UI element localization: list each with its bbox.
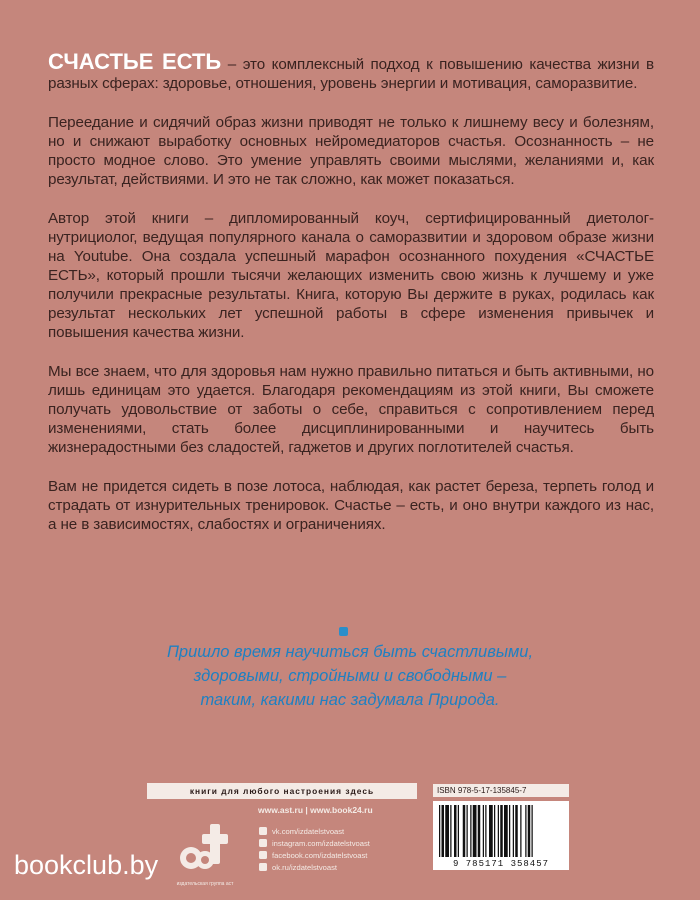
instagram-icon <box>259 839 267 847</box>
quote-line-2: здоровыми, стройными и свободными – <box>193 667 507 685</box>
isbn-label: ISBN 978-5-17-135845-7 <box>433 784 569 797</box>
social-link-text: instagram.com/izdatelstvoast <box>272 838 370 848</box>
barcode <box>433 801 569 870</box>
watermark: bookclub.by <box>14 850 159 880</box>
quote <box>90 640 610 712</box>
social-links <box>259 825 370 873</box>
facebook-icon <box>259 851 267 859</box>
logo-subtitle: издательская группа аст <box>176 881 234 887</box>
social-link-text: facebook.com/izdatelstvoast <box>272 850 368 860</box>
ok-icon <box>259 863 267 871</box>
annotation-text <box>48 49 655 554</box>
intro-rest: – это комплексный подход к повышению качества жизни в разных сферах: здоровье, отношения, уровень энергии и мотивация, саморазвитие. <box>48 56 655 92</box>
social-link-vk <box>259 825 370 837</box>
barcode-digits: 9 785171 358457 <box>452 859 549 869</box>
barcode-bars-icon <box>439 805 563 859</box>
social-link-instagram <box>259 837 370 849</box>
social-link-facebook <box>259 849 370 861</box>
quote-line-1: Пришло время научиться быть счастливыми, <box>166 643 534 661</box>
publisher-sites: www.ast.ru | www.book24.ru <box>258 805 373 815</box>
social-link-ok <box>259 861 370 873</box>
vk-icon <box>259 827 267 835</box>
paragraph-2: Автор этой книги – дипломированный коуч, сертифицированный диетолог-нутрициолог, ведущая популярного канала о саморазвитии и здоровом образе жизни на Youtube. Она создала успешный марафон осознанного похудения «СЧАСТЬЕ ЕСТЬ», который прошли тысячи желающих изменить свою жизнь к лучшему и уже получили прекрасные результаты. Книга, которую Вы держите в руках, родилась как результат нескольких лет успешной работы в сфере изменения привычек и повышения качества жизни. <box>48 210 654 341</box>
quote-marker-icon <box>339 627 348 636</box>
quote-line-3: таким, какими нас задумала Природа. <box>200 691 500 709</box>
paragraph-4: Вам не придется сидеть в позе лотоса, наблюдая, как растет береза, терпеть голод и страдать от изнурительных тренировок. Счастье – есть, и оно внутри каждого из нас, а не в зависимостях, слабостях и ограничениях. <box>48 478 654 533</box>
social-link-text: vk.com/izdatelstvoast <box>272 826 345 836</box>
tagline: книги для любого настроения здесь <box>147 783 417 799</box>
social-link-text: ok.ru/izdatelstvoast <box>272 862 337 872</box>
paragraph-3: Мы все знаем, что для здоровья нам нужно правильно питаться и быть активными, но лишь единицам это удается. Благодаря рекомендациям из этой книги, Вы сможете получать удовольствие от заботы о себе, справиться с сопротивлением перед изменениями, стать более дисциплинированными и научитесь быть жизнерадостными без сладостей, гаджетов и других поглотителей счастья. <box>48 363 654 456</box>
ast-logo <box>176 820 238 880</box>
paragraph-1: Переедание и сидячий образ жизни приводят не только к лишнему весу и болезням, но и снижают выработку основных нейромедиаторов счастья. Осознанность – не просто модное слово. Это умение управлять своими мыслями, желаниями и, как результат, действиями. И это не так сложно, как может показаться. <box>48 114 654 188</box>
intro-paragraph <box>48 49 655 93</box>
intro-lead: СЧАСТЬЕ ЕСТЬ <box>48 49 222 74</box>
